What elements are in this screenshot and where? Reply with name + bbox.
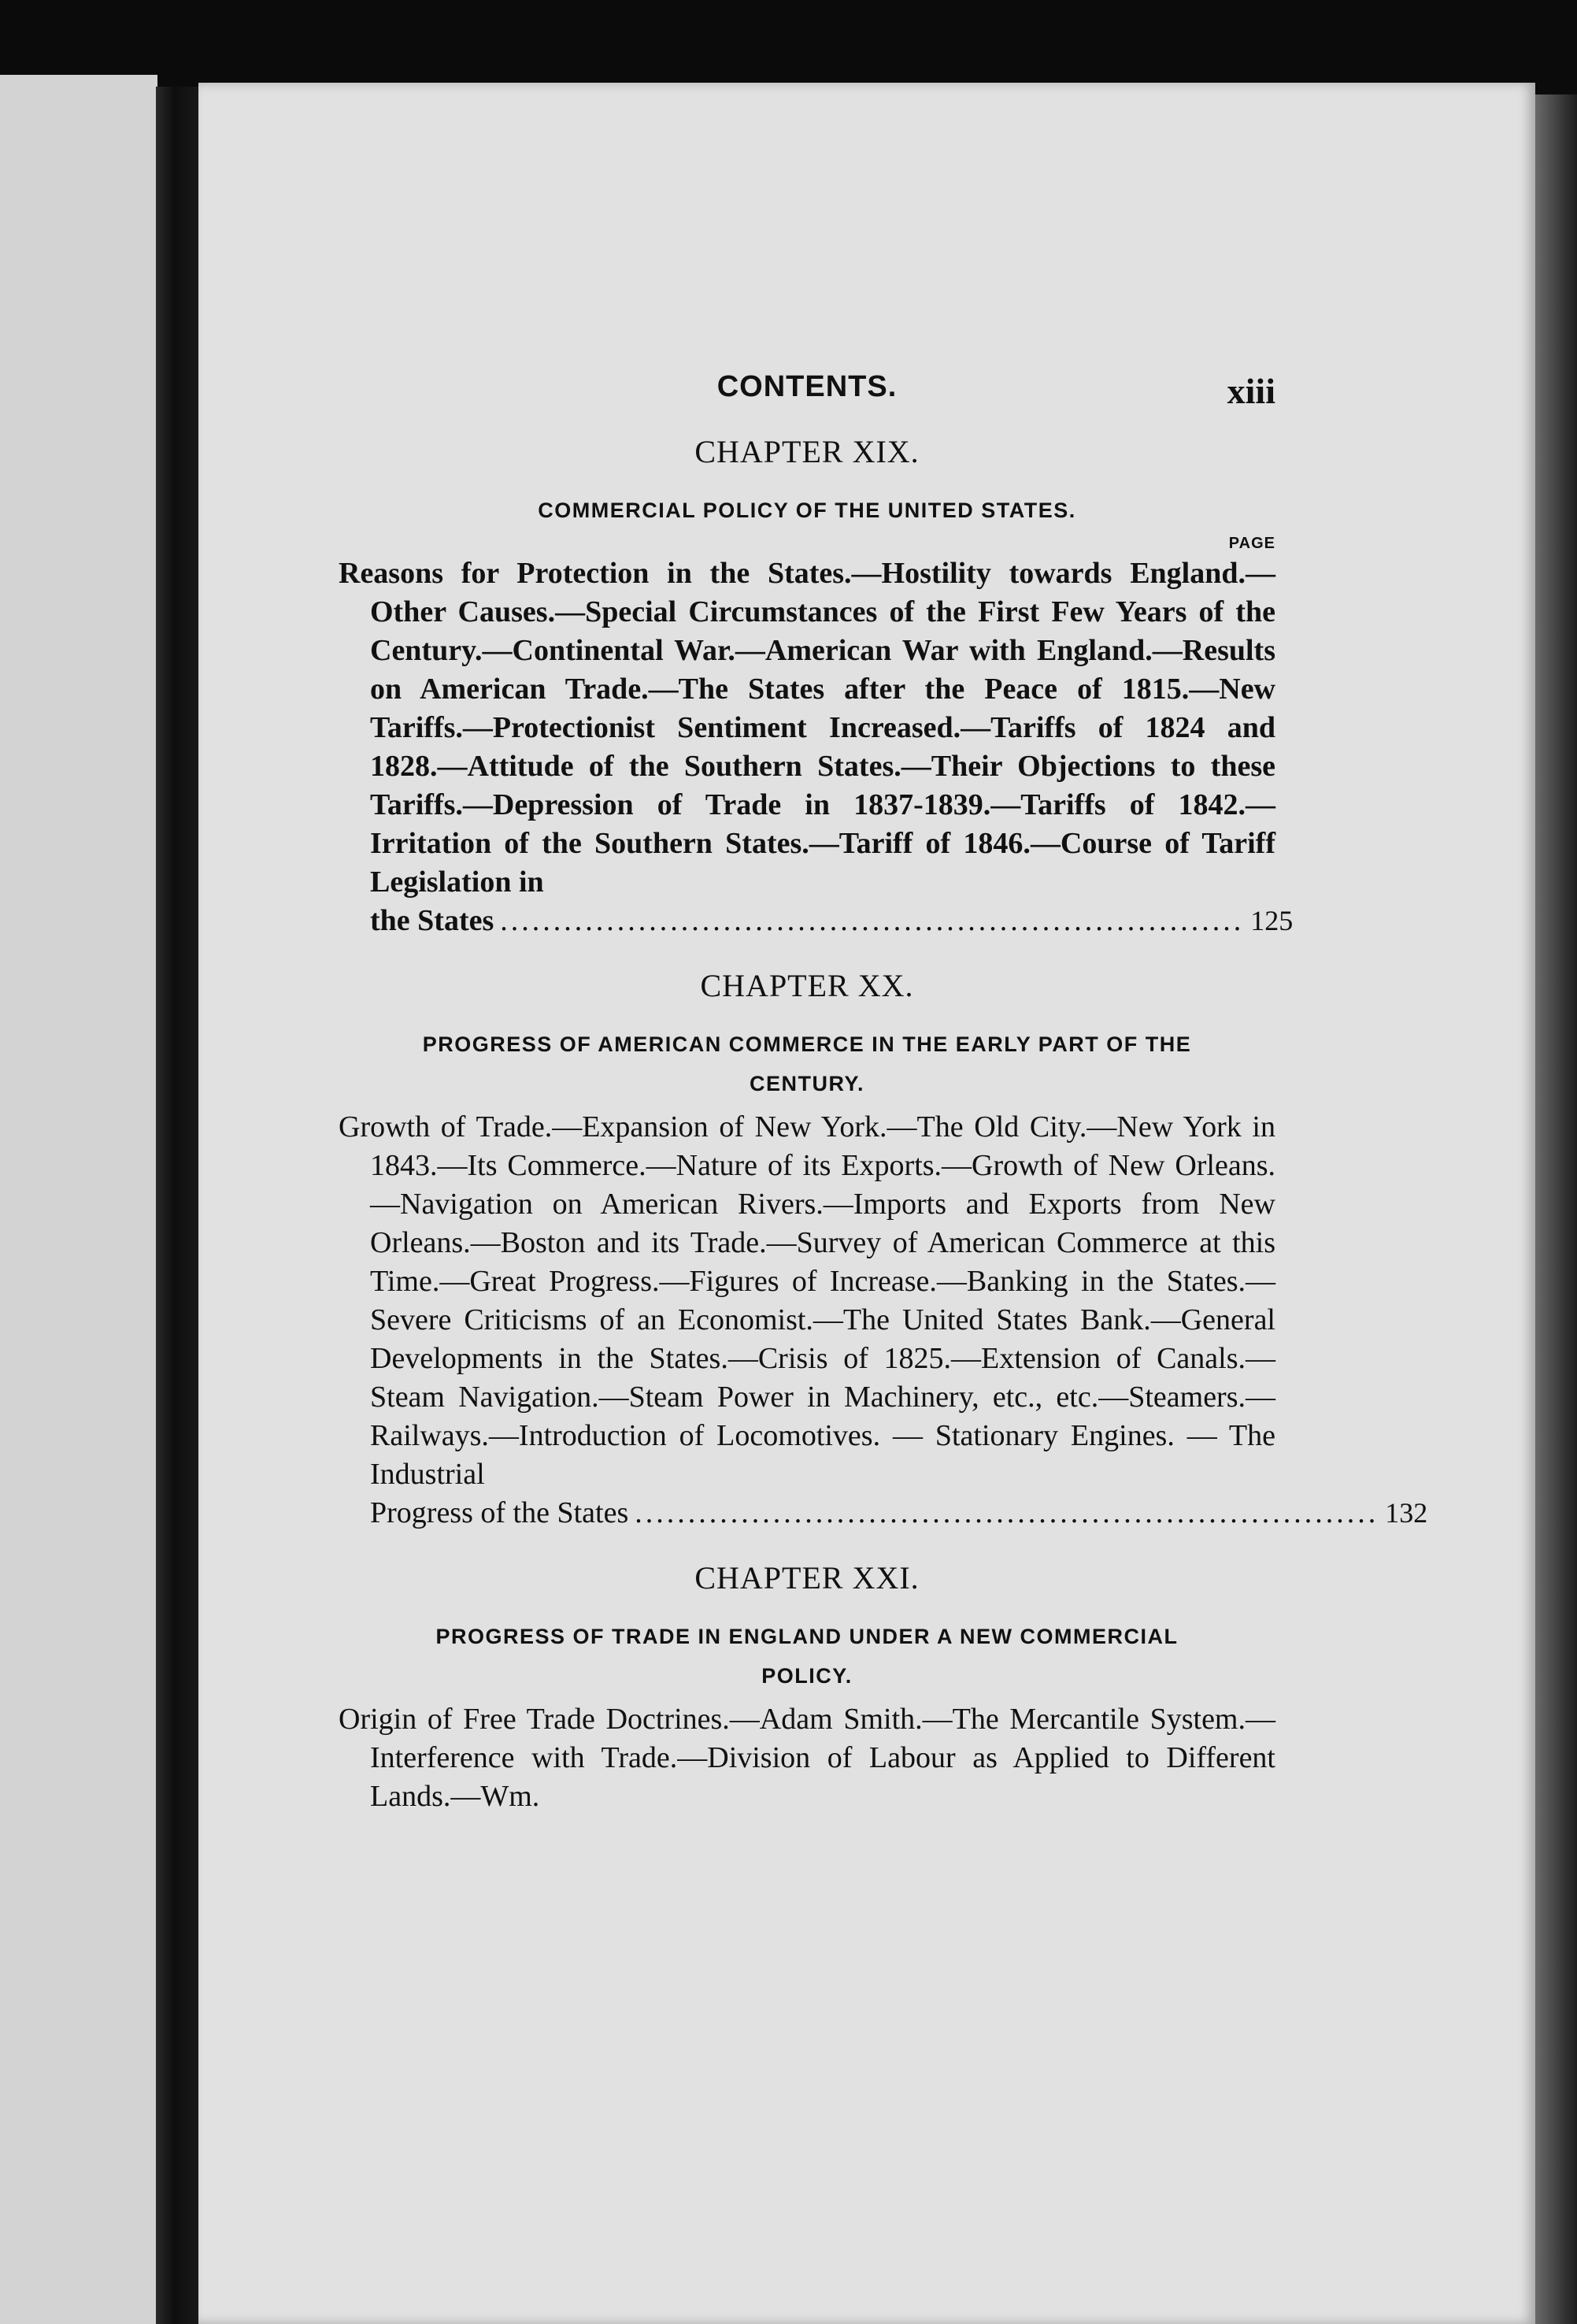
page-fore-edge bbox=[1535, 95, 1577, 2324]
chapter-summary bbox=[339, 1700, 1275, 1816]
page-column-label: PAGE bbox=[1228, 535, 1275, 552]
chapter-summary-last-line: Progress of the States bbox=[370, 1496, 629, 1529]
folio-page-number: xiii bbox=[1227, 371, 1275, 411]
dot-leader: ...................................................................... bbox=[500, 904, 1245, 937]
chapter-section bbox=[339, 433, 1294, 940]
previous-page-edge bbox=[0, 75, 157, 2324]
chapter-summary bbox=[339, 1108, 1275, 1494]
chapter-section bbox=[339, 1559, 1275, 1816]
chapter-subtitle: PROGRESS OF AMERICAN COMMERCE IN THE EARLY PART OF THE CENTURY. bbox=[422, 1032, 1192, 1095]
chapter-subtitle: PROGRESS OF TRADE IN ENGLAND UNDER A NEW COMMERCIAL POLICY. bbox=[435, 1625, 1179, 1688]
contents-text-block bbox=[339, 370, 1428, 1843]
chapter-heading: CHAPTER XXI. bbox=[694, 1560, 920, 1596]
chapter-summary bbox=[339, 554, 1275, 902]
chapter-heading: CHAPTER XIX. bbox=[694, 434, 920, 469]
running-head bbox=[339, 370, 1275, 425]
running-head-title: CONTENTS. bbox=[716, 370, 898, 403]
chapter-summary-text: Origin of Free Trade Doctrines.—Adam Smith.—The Mercantile System.—Interference with Trade.—Division of Labour as Applied to Different Lands.—Wm. bbox=[339, 1703, 1275, 1813]
dot-leader: ...................................................................... bbox=[635, 1496, 1379, 1529]
chapter-summary-text: Growth of Trade.—Expansion of New York.—The Old City.—New York in 1843.—Its Commerce.—Nature of its Exports.—Growth of New Orleans.—Navigation on American Rivers.—Imports and Exports from New Orleans.—Boston and its Trade.—Survey of American Commerce at this Time.—Great Progress.—Figures of Increase.—Banking in the States.—Severe Criticisms of an Economist.—The United States Bank.—General Developments in the States.—Crisis of 1825.—Extension of Canals.—Steam Navigation.—Steam Power in Machinery, etc., etc.—Steamers.—Railways.—Introduction of Locomotives. — Stationary Engines. — The Industrial bbox=[339, 1110, 1275, 1491]
chapter-page-line bbox=[339, 1494, 1428, 1533]
chapter-heading: CHAPTER XX. bbox=[700, 968, 914, 1003]
chapter-summary-text: Reasons for Protection in the States.—Hostility towards England.—Other Causes.—Special Circumstances of the First Few Years of the Century.—Continental War.—American War with England.—Results on American Trade.—The States after the Peace of 1815.—New Tariffs.—Protectionist Sentiment Increased.—Tariffs of 1824 and 1828.—Attitude of the Southern States.—Their Objections to these Tariffs.—Depression of Trade in 1837-1839.—Tariffs of 1842.—Irritation of the Southern States.—Tariff of 1846.—Course of Tariff Legislation in bbox=[339, 557, 1275, 899]
chapter-summary-last-line: the States bbox=[370, 904, 494, 937]
chapter-subtitle: COMMERCIAL POLICY OF THE UNITED STATES. bbox=[538, 499, 1076, 522]
chapter-section bbox=[339, 967, 1428, 1533]
chapter-page-line bbox=[339, 902, 1294, 940]
chapter-page-number: 125 bbox=[1250, 905, 1294, 936]
chapter-page-number: 132 bbox=[1385, 1497, 1428, 1529]
book-spine bbox=[156, 87, 202, 2324]
